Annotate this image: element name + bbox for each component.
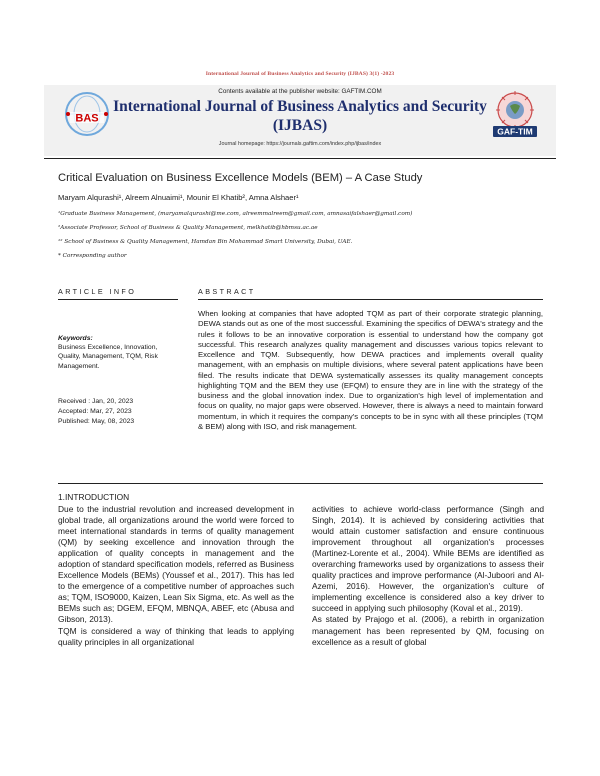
body-paragraph: Due to the industrial revolution and increased development in global trade, all organizations around the world were forced to meet international standards in terms of quality management (QM) by seeking excellence and innovation through the application of quality concepts in management and the adoption of standard specification models, referred as Business Excellence Models (BEMs) (Youssef et al., 2017). This has led to the emergence of a competitive number of approaches such as; TQM, ISO9000, Kaizen, Lean Six Sigma, etc. As well as the BEMs such as; DGEM, EFQM, MBNQA, ABEF, etc (Abusa and Gibson, 2013). <box>58 504 294 625</box>
affiliation-1: ¹Graduate Business Management, (maryamalqurashi@me.com, alreemmalreem@gmail.com, amnasaifalshaer@gmail.com) <box>58 211 413 217</box>
body-left-column <box>58 504 294 648</box>
keywords-list: Business Excellence, Innovation, Quality, Management, TQM, Risk Management. <box>58 344 158 370</box>
body-divider <box>58 483 543 484</box>
body-paragraph: As stated by Prajogo et al. (2006), a rebirth in organization management has been represented by QM, focusing on excellence as a result of global <box>312 614 544 647</box>
gaftim-logo-text: GAF-TIM <box>497 126 533 137</box>
gaftim-logo <box>486 88 544 140</box>
running-head: International Journal of Business Analytics and Security (IJBAS) 3(1) -2023 <box>205 71 395 77</box>
affiliation-2: ²Associate Professor, School of Business & Quality Management, melkhatib@hbmsu.ac.ae <box>58 225 318 231</box>
body-paragraph: activities to achieve world-class performance (Singh and Singh, 2014). It is achieved by considering activities that would attain customer satisfaction and ensure continuous improvement throughout all organization's processes (Martinez-Lorente et al., 2004). While BEMs are identified as overarching frameworks used by organizations to assess their quality practices and improve performance (Al-Juboori and Al-Azemi, 2016). However, the organization's culture of implementing excellence is considered also a key driver to succeed in applying such philosophy (Koval et al., 2019). <box>312 504 544 614</box>
body-right-column <box>312 504 544 648</box>
header-divider <box>44 158 556 159</box>
abstract-rule <box>198 299 543 300</box>
abstract-text: When looking at companies that have adopted TQM as part of their corporate strategic planning, DEWA stands out as one of the most successful. Examining the specifics of DEWA's strategy and the rules it follows to be an innovative corporation is essential to understand how the company got successful. This research analyzes quality management and discusses various topics relevant to Excellence and TQM. Subsequently, how DEWA practices and implements overall quality management, with an emphasis on multiple divisions, where several patent applications have been filed. The results indicate that DEWA systematically assesses its quality management concepts highlighting TQM and the BEM they use (EFQM) to ensure they are in line with the strategy of the business and the global innovation index. Due to organization's high level of implementation and focus on quality, no major gaps were observed. However, there is always a need to maintain forward momentum, in which it requires the company's concepts to be in sync with all these principles (TQM & BEM) along with ISO, and risk management. <box>198 309 543 431</box>
bas-logo-text: BAS <box>75 112 99 125</box>
published-date: Published: May, 08, 2023 <box>58 417 135 425</box>
affiliation-3: ¹² School of Business & Quality Management, Hamdan Bin Mohammad Smart University, Dubai, UAE. <box>58 239 353 245</box>
received-date: Received : Jan, 20, 2023 <box>58 398 134 405</box>
author-list: Maryam Alqurashi¹, Alreem Alnuaimi¹, Mounir El Khatib², Amna Alshaer¹ <box>58 193 299 202</box>
bas-logo <box>56 91 118 137</box>
journal-title: International Journal of Business Analytics and Security (IJBAS) <box>113 98 487 134</box>
journal-homepage[interactable]: Journal homepage: https://journals.gaftim.com/index.php/ijbas/index <box>218 141 382 147</box>
keywords-label: Keywords: <box>58 335 93 342</box>
availability-line: Contents available at the publisher website: GAFTIM.COM <box>218 88 382 95</box>
corresponding-author-note: * Corresponding author <box>58 253 127 259</box>
body-paragraph: TQM is considered a way of thinking that leads to applying quality principles in all organizational <box>58 625 294 647</box>
article-info-rule <box>58 299 178 300</box>
introduction-heading: 1.INTRODUCTION <box>58 492 130 502</box>
accepted-date: Accepted: Mar, 27, 2023 <box>58 407 132 415</box>
article-dates <box>58 397 178 426</box>
abstract-heading: ABSTRACT <box>198 287 256 296</box>
paper-title: Critical Evaluation on Business Excellence Models (BEM) – A Case Study <box>58 172 423 184</box>
article-info-heading: ARTICLE INFO <box>58 287 137 296</box>
